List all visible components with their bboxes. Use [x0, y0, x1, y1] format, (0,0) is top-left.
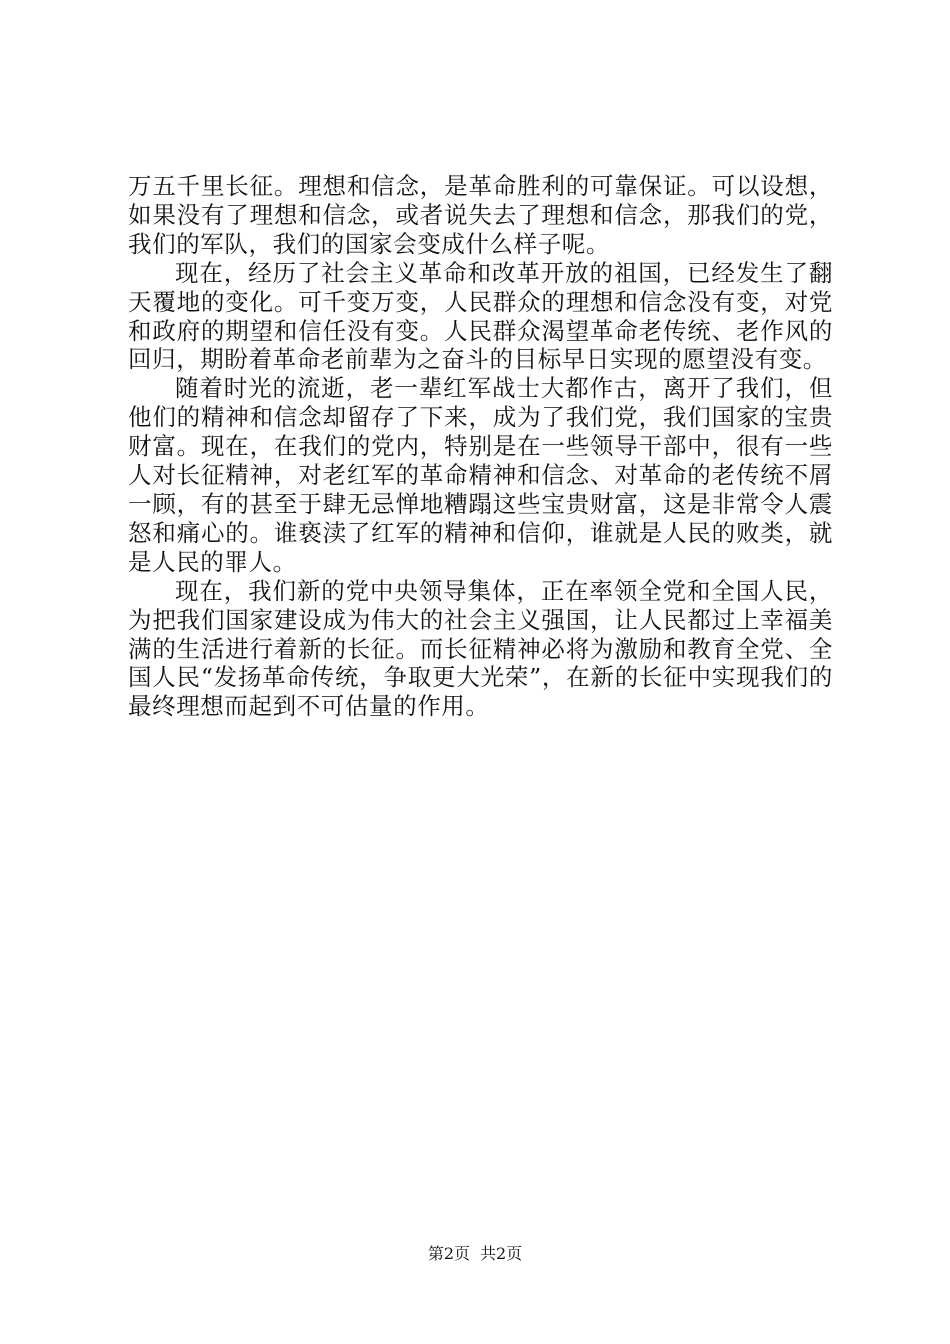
- paragraph-2: 现在，经历了社会主义革命和改革开放的祖国，已经发生了翻天覆地的变化。可千变万变，人民群众的理想和信念没有变，对党和政府的期望和信任没有变。人民群众渴望革命老传统、老作风的回归，期盼着革命老前辈为之奋斗的目标早日实现的愿望没有变。: [128, 258, 833, 374]
- page-footer: [0, 1244, 950, 1264]
- page-number: 第2页: [427, 1244, 470, 1263]
- paragraph-1: 万五千里长征。理想和信念，是革命胜利的可靠保证。可以设想，如果没有了理想和信念，或者说失去了理想和信念，那我们的党，我们的军队，我们的国家会变成什么样子呢。: [128, 172, 833, 258]
- page-total: 共2页: [480, 1244, 523, 1263]
- paragraph-4: 现在，我们新的党中央领导集体，正在率领全党和全国人民，为把我们国家建设成为伟大的社会主义强国，让人民都过上幸福美满的生活进行着新的长征。而长征精神必将为激励和教育全党、全国人民“发扬革命传统，争取更大光荣”，在新的长征中实现我们的最终理想而起到不可估量的作用。: [128, 576, 833, 721]
- document-body: [128, 172, 833, 721]
- paragraph-3: 随着时光的流逝，老一辈红军战士大都作古，离开了我们，但他们的精神和信念却留存了下来，成为了我们党，我们国家的宝贵财富。现在，在我们的党内，特别是在一些领导干部中，很有一些人对长征精神，对老红军的革命精神和信念、对革命的老传统不屑一顾，有的甚至于肆无忌惮地糟蹋这些宝贵财富，这是非常令人震怒和痛心的。谁亵渎了红军的精神和信仰，谁就是人民的败类，就是人民的罪人。: [128, 374, 833, 576]
